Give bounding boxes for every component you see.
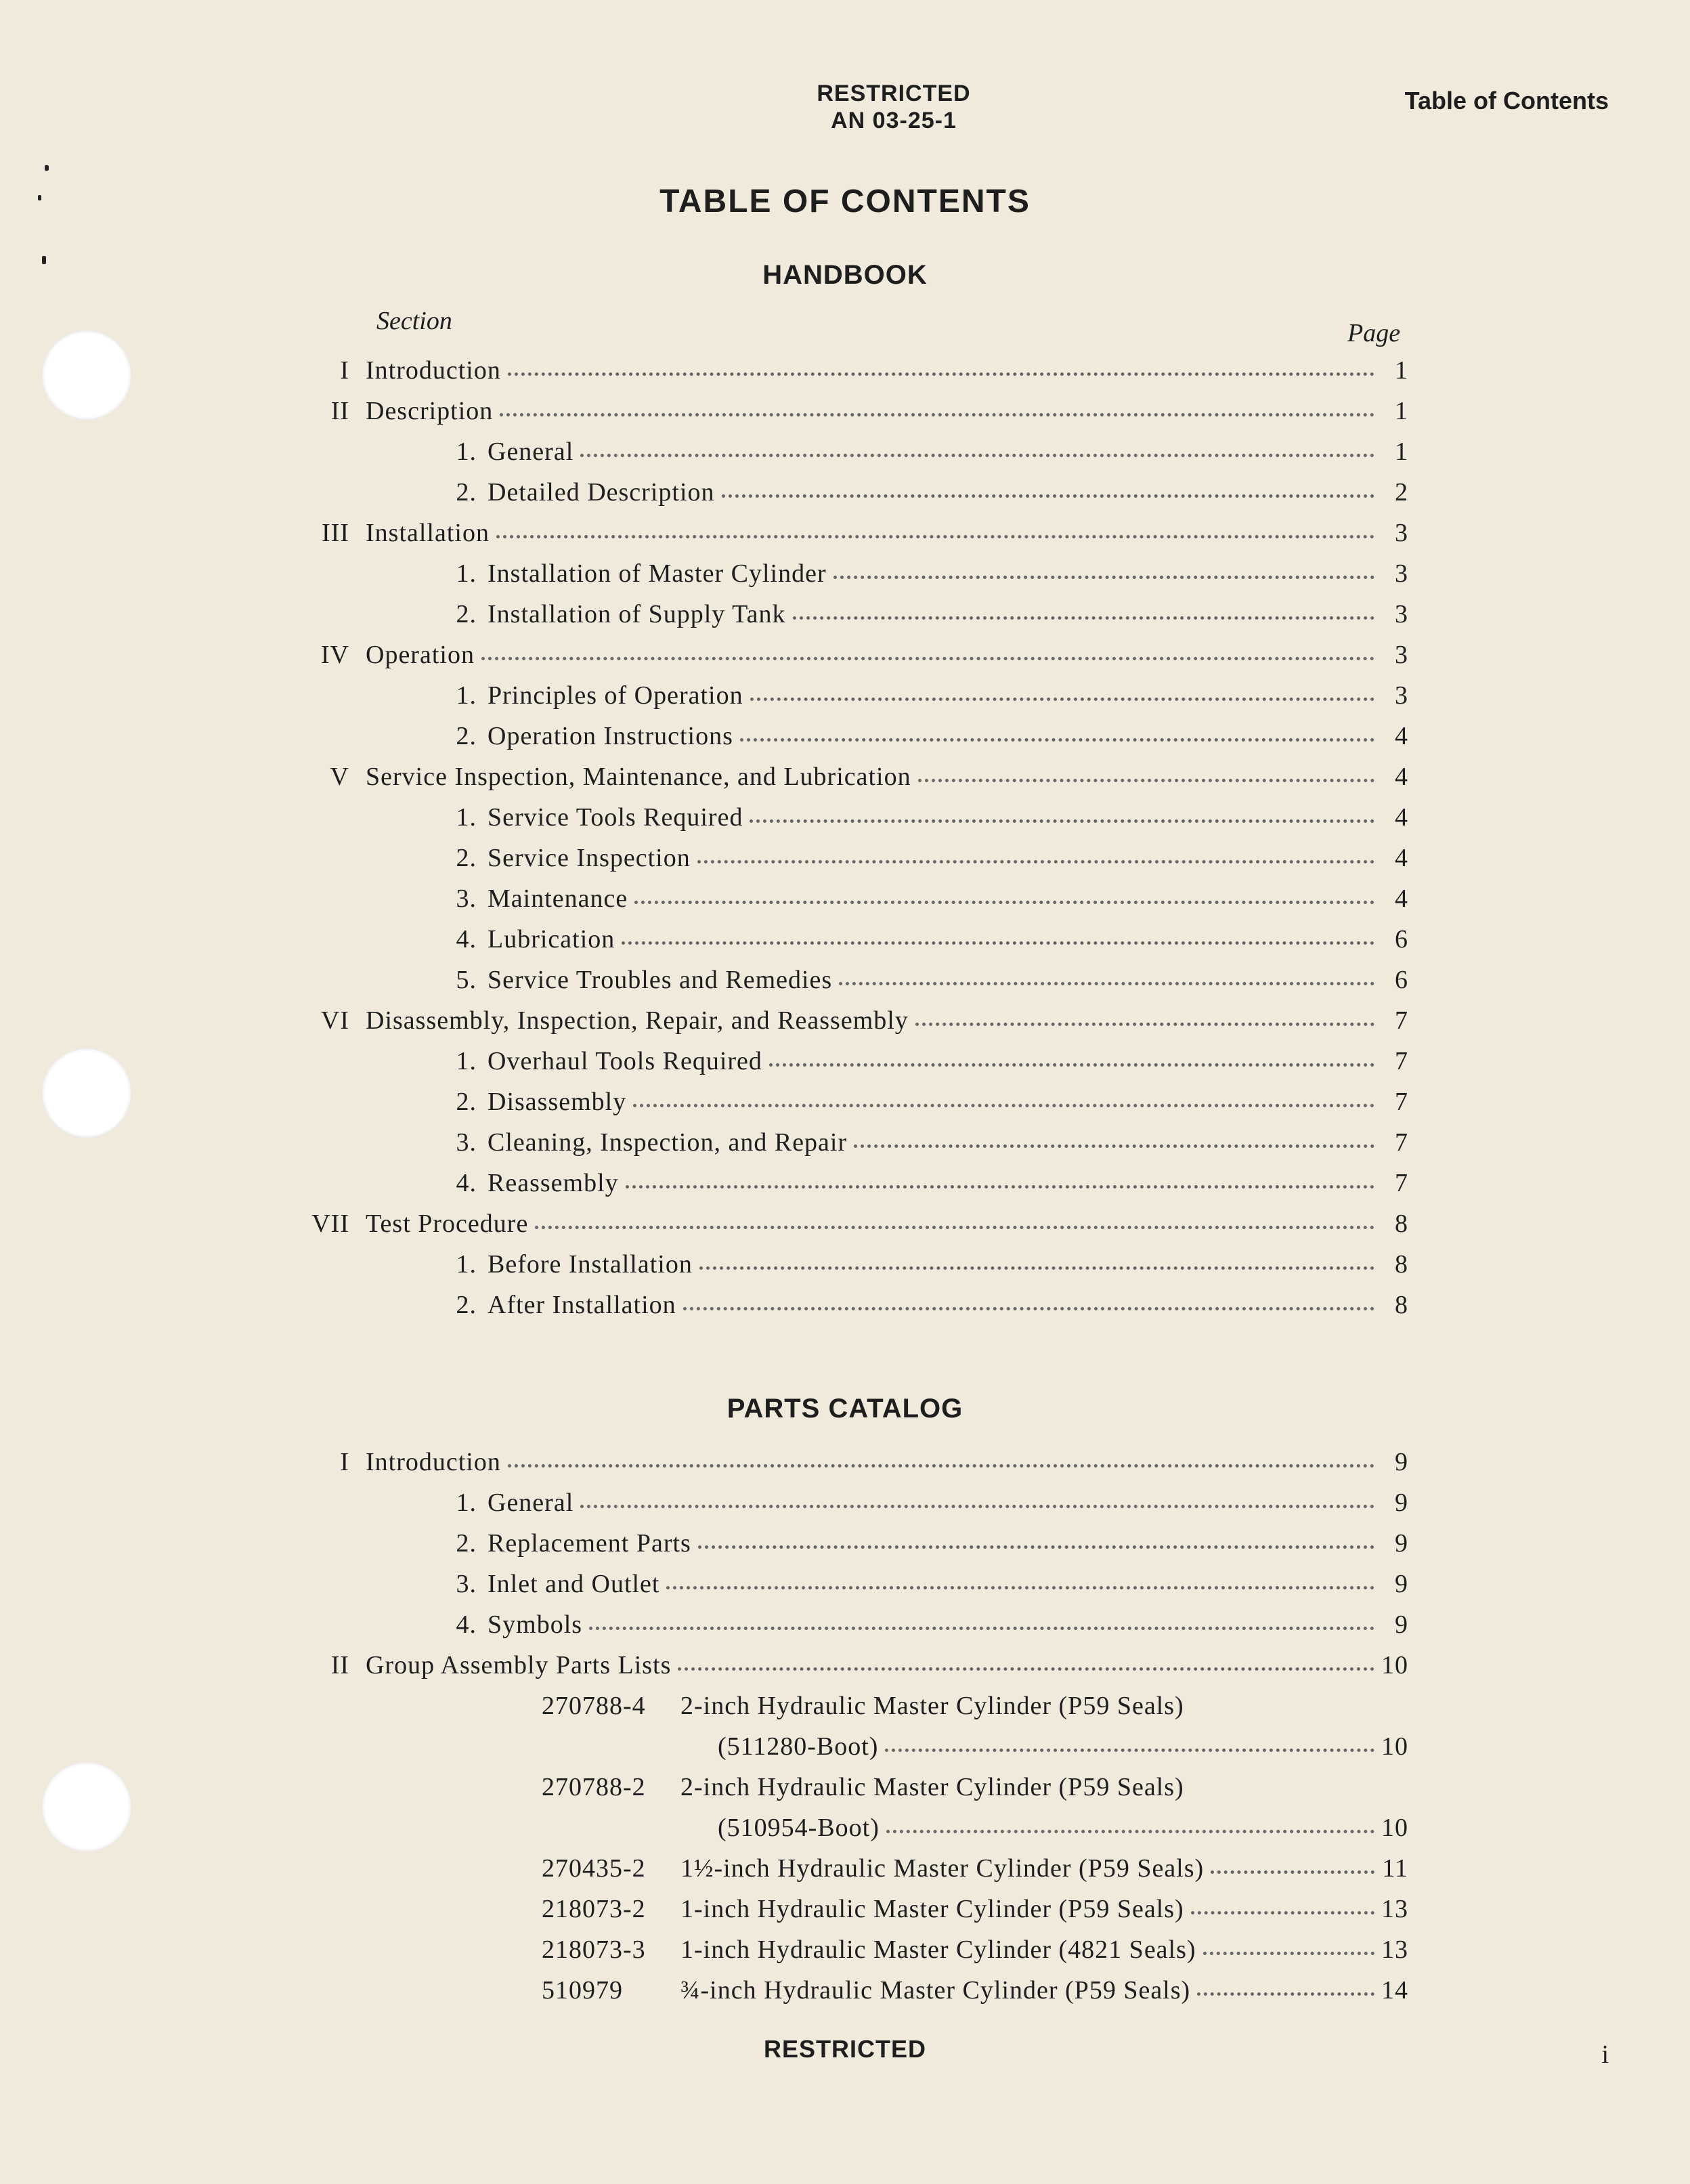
- toc-entry: [366, 802, 1408, 843]
- speck: [45, 165, 49, 171]
- toc-entry-label: Service Troubles and Remedies: [488, 966, 833, 994]
- toc-entry-label: Group Assembly Parts Lists: [366, 1651, 672, 1679]
- toc-entry-number: 3.: [456, 884, 477, 913]
- toc-entry-page: 2: [1395, 478, 1408, 507]
- dot-leader: [918, 779, 1374, 782]
- toc-entry-page: 4: [1395, 803, 1408, 832]
- toc-entry: [366, 1128, 1408, 1168]
- toc-entry: [366, 1772, 1408, 1813]
- toc-entry-label: Detailed Description: [488, 478, 715, 507]
- toc-entry: [322, 518, 1408, 559]
- toc-entry-page: 3: [1395, 681, 1408, 710]
- punch-hole-middle: [42, 1048, 131, 1138]
- toc-entry-page: 7: [1395, 1047, 1408, 1075]
- toc-entry-label: Installation: [366, 519, 490, 547]
- toc-entry-number: 1.: [456, 1047, 477, 1075]
- toc-entry-page: 9: [1395, 1489, 1408, 1517]
- toc-entry-page: 3: [1395, 559, 1408, 588]
- toc-entry-page: 9: [1395, 1610, 1408, 1639]
- toc-entry: [320, 640, 1408, 681]
- toc-entry: [366, 1087, 1408, 1128]
- toc-entry-label: (510954-Boot): [718, 1814, 880, 1842]
- toc-entry-label: ¾-inch Hydraulic Master Cylinder (P59 Seals): [680, 1976, 1191, 2005]
- toc-entry-number: 270788-4: [542, 1692, 646, 1720]
- toc-entry-page: 3: [1395, 600, 1408, 628]
- toc-entry: [311, 1209, 1408, 1249]
- dot-leader: [699, 1266, 1374, 1270]
- dot-leader: [634, 901, 1374, 904]
- toc-entry-number: 218073-3: [542, 1935, 646, 1964]
- toc-entry-page: 3: [1395, 641, 1408, 669]
- dot-leader: [535, 1226, 1374, 1229]
- handbook-heading: HANDBOOK: [762, 260, 928, 290]
- toc-entry-number: 2.: [456, 1088, 477, 1116]
- toc-entry-number: 1.: [456, 437, 477, 466]
- toc-entry-label: Principles of Operation: [488, 681, 743, 710]
- toc-entry: [366, 965, 1408, 1006]
- toc-entry-page: 13: [1381, 1935, 1408, 1964]
- toc-entry-page: 3: [1395, 519, 1408, 547]
- toc-entry-label: Test Procedure: [366, 1209, 529, 1238]
- toc-entry-number: 4.: [456, 925, 477, 954]
- toc-entry: [366, 1488, 1408, 1528]
- dot-leader: [769, 1063, 1374, 1067]
- toc-entry-page: 4: [1395, 722, 1408, 750]
- dot-leader: [481, 657, 1374, 660]
- toc-entry-label: Operation: [366, 641, 475, 669]
- dot-leader: [886, 1830, 1374, 1833]
- punch-hole-bottom: [42, 1762, 131, 1851]
- toc-entry-number: II: [330, 397, 349, 425]
- toc-entry-label: (511280-Boot): [718, 1732, 879, 1761]
- toc-entry-label: Description: [366, 397, 494, 425]
- toc-entry-number: 2.: [456, 600, 477, 628]
- dot-leader: [580, 1505, 1374, 1508]
- toc-entry-label: Replacement Parts: [488, 1529, 691, 1558]
- toc-entry-page: 4: [1395, 844, 1408, 872]
- toc-entry-number: 2.: [456, 722, 477, 750]
- dot-leader: [697, 860, 1374, 863]
- toc-entry-label: 1-inch Hydraulic Master Cylinder (4821 Seals): [680, 1935, 1196, 1964]
- toc-entry-page: 8: [1395, 1209, 1408, 1238]
- dot-leader: [622, 941, 1374, 945]
- dot-leader: [740, 738, 1374, 742]
- toc-entry-page: 7: [1395, 1169, 1408, 1197]
- toc-entry-number: I: [340, 1448, 349, 1476]
- toc-entry-page: 1: [1395, 356, 1408, 385]
- toc-entry-page: 1: [1395, 437, 1408, 466]
- toc-entry: [366, 1168, 1408, 1209]
- dot-leader: [580, 454, 1374, 457]
- toc-entry-number: 4.: [456, 1610, 477, 1639]
- toc-entry-label: Overhaul Tools Required: [488, 1047, 762, 1075]
- dot-leader: [854, 1144, 1374, 1148]
- dot-leader: [750, 819, 1374, 823]
- toc-entry-label: Operation Instructions: [488, 722, 733, 750]
- toc-entry: [366, 1935, 1408, 1975]
- toc-entry-label: Reassembly: [488, 1169, 619, 1197]
- dot-leader: [698, 1545, 1374, 1549]
- dot-leader: [508, 1464, 1374, 1468]
- dot-leader: [1197, 1992, 1374, 1996]
- toc-entry-label: Cleaning, Inspection, and Repair: [488, 1128, 848, 1157]
- punch-hole-top: [42, 330, 131, 420]
- toc-entry-page: 4: [1395, 763, 1408, 791]
- handbook-toc-list: [311, 356, 1408, 1331]
- dot-leader: [722, 494, 1374, 498]
- toc-entry-number: III: [322, 519, 349, 547]
- toc-entry-label: Before Installation: [488, 1250, 693, 1279]
- toc-entry-page: 14: [1381, 1976, 1408, 2005]
- toc-entry-label: Service Tools Required: [488, 803, 743, 832]
- toc-entry: [366, 1894, 1408, 1935]
- toc-entry-label: 1-inch Hydraulic Master Cylinder (P59 Seals): [680, 1895, 1184, 1923]
- toc-entry-page: 11: [1382, 1854, 1408, 1883]
- toc-entry-page: 7: [1395, 1088, 1408, 1116]
- toc-entry-number: 2.: [456, 1291, 477, 1319]
- toc-entry-label: 2-inch Hydraulic Master Cylinder (P59 Seals): [680, 1773, 1184, 1801]
- toc-entry-label: Introduction: [366, 356, 501, 385]
- footer-classification: RESTRICTED: [763, 2035, 926, 2063]
- dot-leader: [508, 372, 1374, 376]
- toc-entry-label: Symbols: [488, 1610, 583, 1639]
- toc-entry-number: 1.: [456, 1489, 477, 1517]
- toc-entry: [320, 1006, 1408, 1046]
- page-column-label: Page: [1347, 319, 1401, 347]
- toc-entry: [366, 884, 1408, 924]
- toc-entry: [340, 1447, 1408, 1488]
- dot-leader: [1211, 1870, 1374, 1874]
- toc-entry-page: 10: [1381, 1814, 1408, 1842]
- header-classification: RESTRICTED: [817, 81, 971, 106]
- dot-leader: [750, 698, 1374, 701]
- toc-entry-label: Introduction: [366, 1448, 501, 1476]
- toc-entry-page: 7: [1395, 1006, 1408, 1035]
- dot-leader: [833, 576, 1374, 579]
- toc-entry: [366, 924, 1408, 965]
- toc-entry-page: 9: [1395, 1570, 1408, 1598]
- toc-entry-label: General: [488, 1489, 574, 1517]
- toc-entry: [340, 356, 1408, 396]
- dot-leader: [666, 1586, 1374, 1589]
- dot-leader: [793, 616, 1374, 620]
- dot-leader: [589, 1627, 1374, 1630]
- toc-entry-label: Service Inspection: [488, 844, 691, 872]
- toc-entry-label: Service Inspection, Maintenance, and Lubrication: [366, 763, 911, 791]
- toc-entry-number: 1.: [456, 803, 477, 832]
- toc-entry: [330, 396, 1408, 437]
- toc-entry: [366, 437, 1408, 477]
- toc-entry-number: 5.: [456, 966, 477, 994]
- toc-entry-number: 1.: [456, 1250, 477, 1279]
- dot-leader: [500, 413, 1374, 416]
- toc-entry: [366, 721, 1408, 762]
- toc-entry-label: Maintenance: [488, 884, 628, 913]
- toc-entry: [366, 599, 1408, 640]
- dot-leader: [678, 1667, 1374, 1671]
- toc-entry-number: IV: [320, 641, 349, 669]
- toc-entry-number: 2.: [456, 844, 477, 872]
- toc-entry: [366, 477, 1408, 518]
- toc-entry-page: 10: [1381, 1732, 1408, 1761]
- toc-entry-number: 3.: [456, 1128, 477, 1157]
- toc-entry: [366, 1528, 1408, 1569]
- dot-leader: [626, 1185, 1374, 1189]
- toc-entry-number: 1.: [456, 559, 477, 588]
- toc-entry-label: Installation of Master Cylinder: [488, 559, 827, 588]
- toc-entry-label: 2-inch Hydraulic Master Cylinder (P59 Seals): [680, 1692, 1184, 1720]
- parts-catalog-heading: PARTS CATALOG: [727, 1394, 963, 1423]
- toc-entry-number: 270788-2: [542, 1773, 646, 1801]
- toc-entry-number: 2.: [456, 478, 477, 507]
- toc-entry: [366, 1732, 1408, 1772]
- toc-entry-label: Installation of Supply Tank: [488, 600, 786, 628]
- parts-catalog-toc-list: [330, 1447, 1408, 2016]
- toc-entry: [330, 1650, 1408, 1691]
- toc-entry: [366, 1290, 1408, 1331]
- dot-leader: [839, 982, 1374, 985]
- toc-entry-number: VII: [311, 1209, 349, 1238]
- toc-entry: [366, 843, 1408, 884]
- dot-leader: [1191, 1911, 1374, 1914]
- toc-entry-page: 8: [1395, 1250, 1408, 1279]
- toc-entry-label: General: [488, 437, 574, 466]
- toc-entry: [366, 1610, 1408, 1650]
- dot-leader: [633, 1104, 1374, 1107]
- toc-entry: [366, 1691, 1408, 1732]
- toc-entry-page: 9: [1395, 1529, 1408, 1558]
- toc-entry-page: 6: [1395, 925, 1408, 954]
- running-title: Table of Contents: [1404, 87, 1609, 114]
- toc-entry: [366, 1975, 1408, 2016]
- header-block: [799, 80, 989, 134]
- toc-entry-page: 4: [1395, 884, 1408, 913]
- toc-entry: [366, 1854, 1408, 1894]
- dot-leader: [1203, 1952, 1374, 1955]
- toc-entry: [366, 1813, 1408, 1854]
- toc-entry-page: 13: [1381, 1895, 1408, 1923]
- toc-entry: [366, 1569, 1408, 1610]
- toc-entry-label: After Installation: [488, 1291, 676, 1319]
- toc-entry: [330, 762, 1408, 802]
- toc-entry-number: 3.: [456, 1570, 477, 1598]
- toc-entry-page: 8: [1395, 1291, 1408, 1319]
- toc-entry-label: Lubrication: [488, 925, 615, 954]
- toc-entry-number: 2.: [456, 1529, 477, 1558]
- toc-entry: [366, 1046, 1408, 1087]
- toc-entry-number: 270435-2: [542, 1854, 646, 1883]
- toc-entry: [366, 1249, 1408, 1290]
- toc-entry-number: V: [330, 763, 349, 791]
- dot-leader: [885, 1749, 1374, 1752]
- toc-entry: [366, 681, 1408, 721]
- section-column-label: Section: [376, 307, 452, 335]
- toc-entry-page: 6: [1395, 966, 1408, 994]
- toc-entry-number: 4.: [456, 1169, 477, 1197]
- toc-entry-page: 7: [1395, 1128, 1408, 1157]
- toc-entry-number: 1.: [456, 681, 477, 710]
- toc-entry-number: I: [340, 356, 349, 385]
- header-document-number: AN 03-25-1: [831, 108, 957, 133]
- toc-entry-label: Inlet and Outlet: [488, 1570, 660, 1598]
- dot-leader: [915, 1023, 1374, 1026]
- toc-entry-page: 1: [1395, 397, 1408, 425]
- dot-leader: [496, 535, 1374, 538]
- toc-entry-number: VI: [320, 1006, 349, 1035]
- toc-entry-number: 218073-2: [542, 1895, 646, 1923]
- page-folio: i: [1601, 2040, 1609, 2069]
- toc-entry-label: Disassembly, Inspection, Repair, and Reassembly: [366, 1006, 909, 1035]
- toc-entry-label: 1½-inch Hydraulic Master Cylinder (P59 Seals): [680, 1854, 1205, 1883]
- toc-entry-page: 9: [1395, 1448, 1408, 1476]
- toc-entry-label: Disassembly: [488, 1088, 627, 1116]
- page-title: TABLE OF CONTENTS: [659, 184, 1031, 219]
- toc-entry: [366, 559, 1408, 599]
- dot-leader: [683, 1307, 1374, 1310]
- toc-entry-number: II: [330, 1651, 349, 1679]
- toc-entry-page: 10: [1381, 1651, 1408, 1679]
- toc-entry-number: 510979: [542, 1976, 623, 2005]
